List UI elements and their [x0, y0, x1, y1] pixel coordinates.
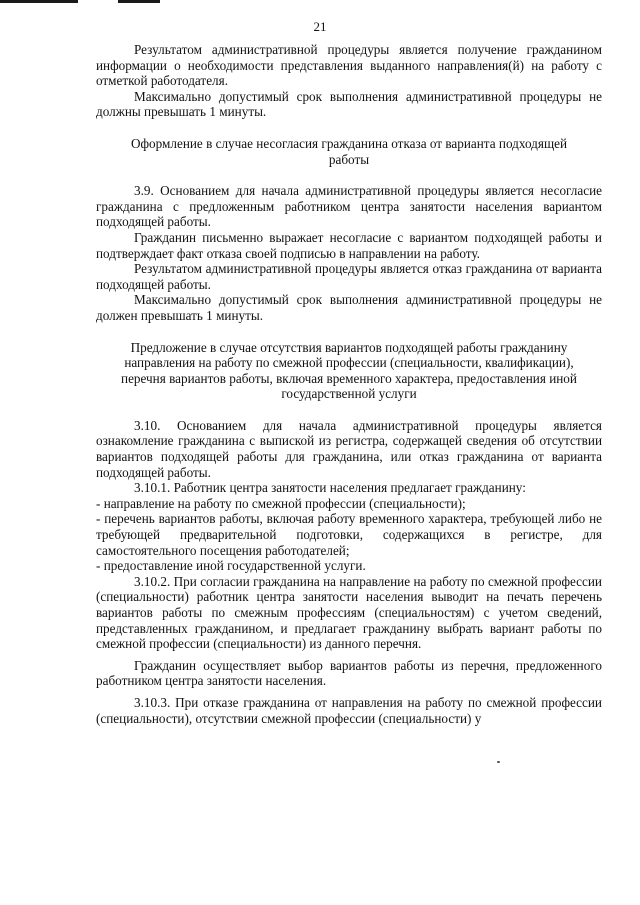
paragraph: Гражданин осуществляет выбор вариантов работы из перечня, предложенного работником центра занятости населения.: [96, 657, 602, 689]
section-heading: Предложение в случае отсутствия вариантов подходящей работы гражданину направления на работу по смежной профессии (специальности, квалификации), перечня вариантов работы, включая временного характера, предоставления иной государственной услуги: [121, 339, 577, 402]
paragraph: Максимально допустимый срок выполнения административной процедуры не должны превышать 1 минуты.: [96, 88, 602, 120]
list-item: - предоставление иной государственной услуги.: [96, 558, 366, 574]
paragraph: Результатом административной процедуры является отказ гражданина от варианта подходящей работы.: [96, 261, 602, 292]
document-body: [96, 42, 602, 726]
list-item: - направление на работу по смежной профессии (специальности);: [96, 495, 466, 511]
paragraph: Максимально допустимый срок выполнения административной процедуры не должен превышать 1 минуты.: [96, 292, 602, 323]
section-heading: Оформление в случае несогласия гражданина отказа от варианта подходящей работы: [130, 135, 568, 167]
paragraph: Гражданин письменно выражает несогласие с вариантом подходящей работы и подтверждает факт отказа своей подписью в направлении на работу.: [96, 229, 602, 261]
paragraph: 3.10.2. При согласии гражданина на направление на работу по смежной профессии (специальности) работник центра занятости населения выводит на печать перечень вариантов работы по смежным профессиям (специальностям) с учетом сведений, представленных гражданином, и предлагает гражданину выбрать вариант работы по смежной профессии (специальности) из данного перечня.: [96, 573, 602, 652]
paragraph: 3.10.1. Работник центра занятости населения предлагает гражданину:: [134, 480, 526, 496]
paragraph: 3.10. Основанием для начала административной процедуры является ознакомление гражданина с выпиской из регистра, содержащей сведения об отсутствии вариантов подходящей работы для гражданина, или отказ гражданина от варианта подходящей работы.: [96, 417, 602, 480]
list-item: - перечень вариантов работы, включая работу временного характера, требующей либо не требующей предварительной подготовки, содержащихся в регистре, для самостоятельного посещения работодателей;: [96, 511, 602, 558]
paragraph: 3.10.3. При отказе гражданина от направления на работу по смежной профессии (специальности), отсутствии смежной профессии (специальности) у: [96, 694, 602, 726]
paragraph: Результатом административной процедуры является получение гражданином информации о необходимости представления выданного направления(й) на работу с отметкой работодателя.: [96, 42, 602, 89]
scan-artifact-right: [118, 0, 160, 3]
paragraph: 3.9. Основанием для начала административной процедуры является несогласие гражданина с предложенным работником центра занятости населения вариантом подходящей работы.: [96, 183, 602, 230]
page-number: 21: [313, 19, 327, 34]
scan-artifact-left: [0, 0, 78, 3]
scan-speck: [497, 761, 500, 763]
